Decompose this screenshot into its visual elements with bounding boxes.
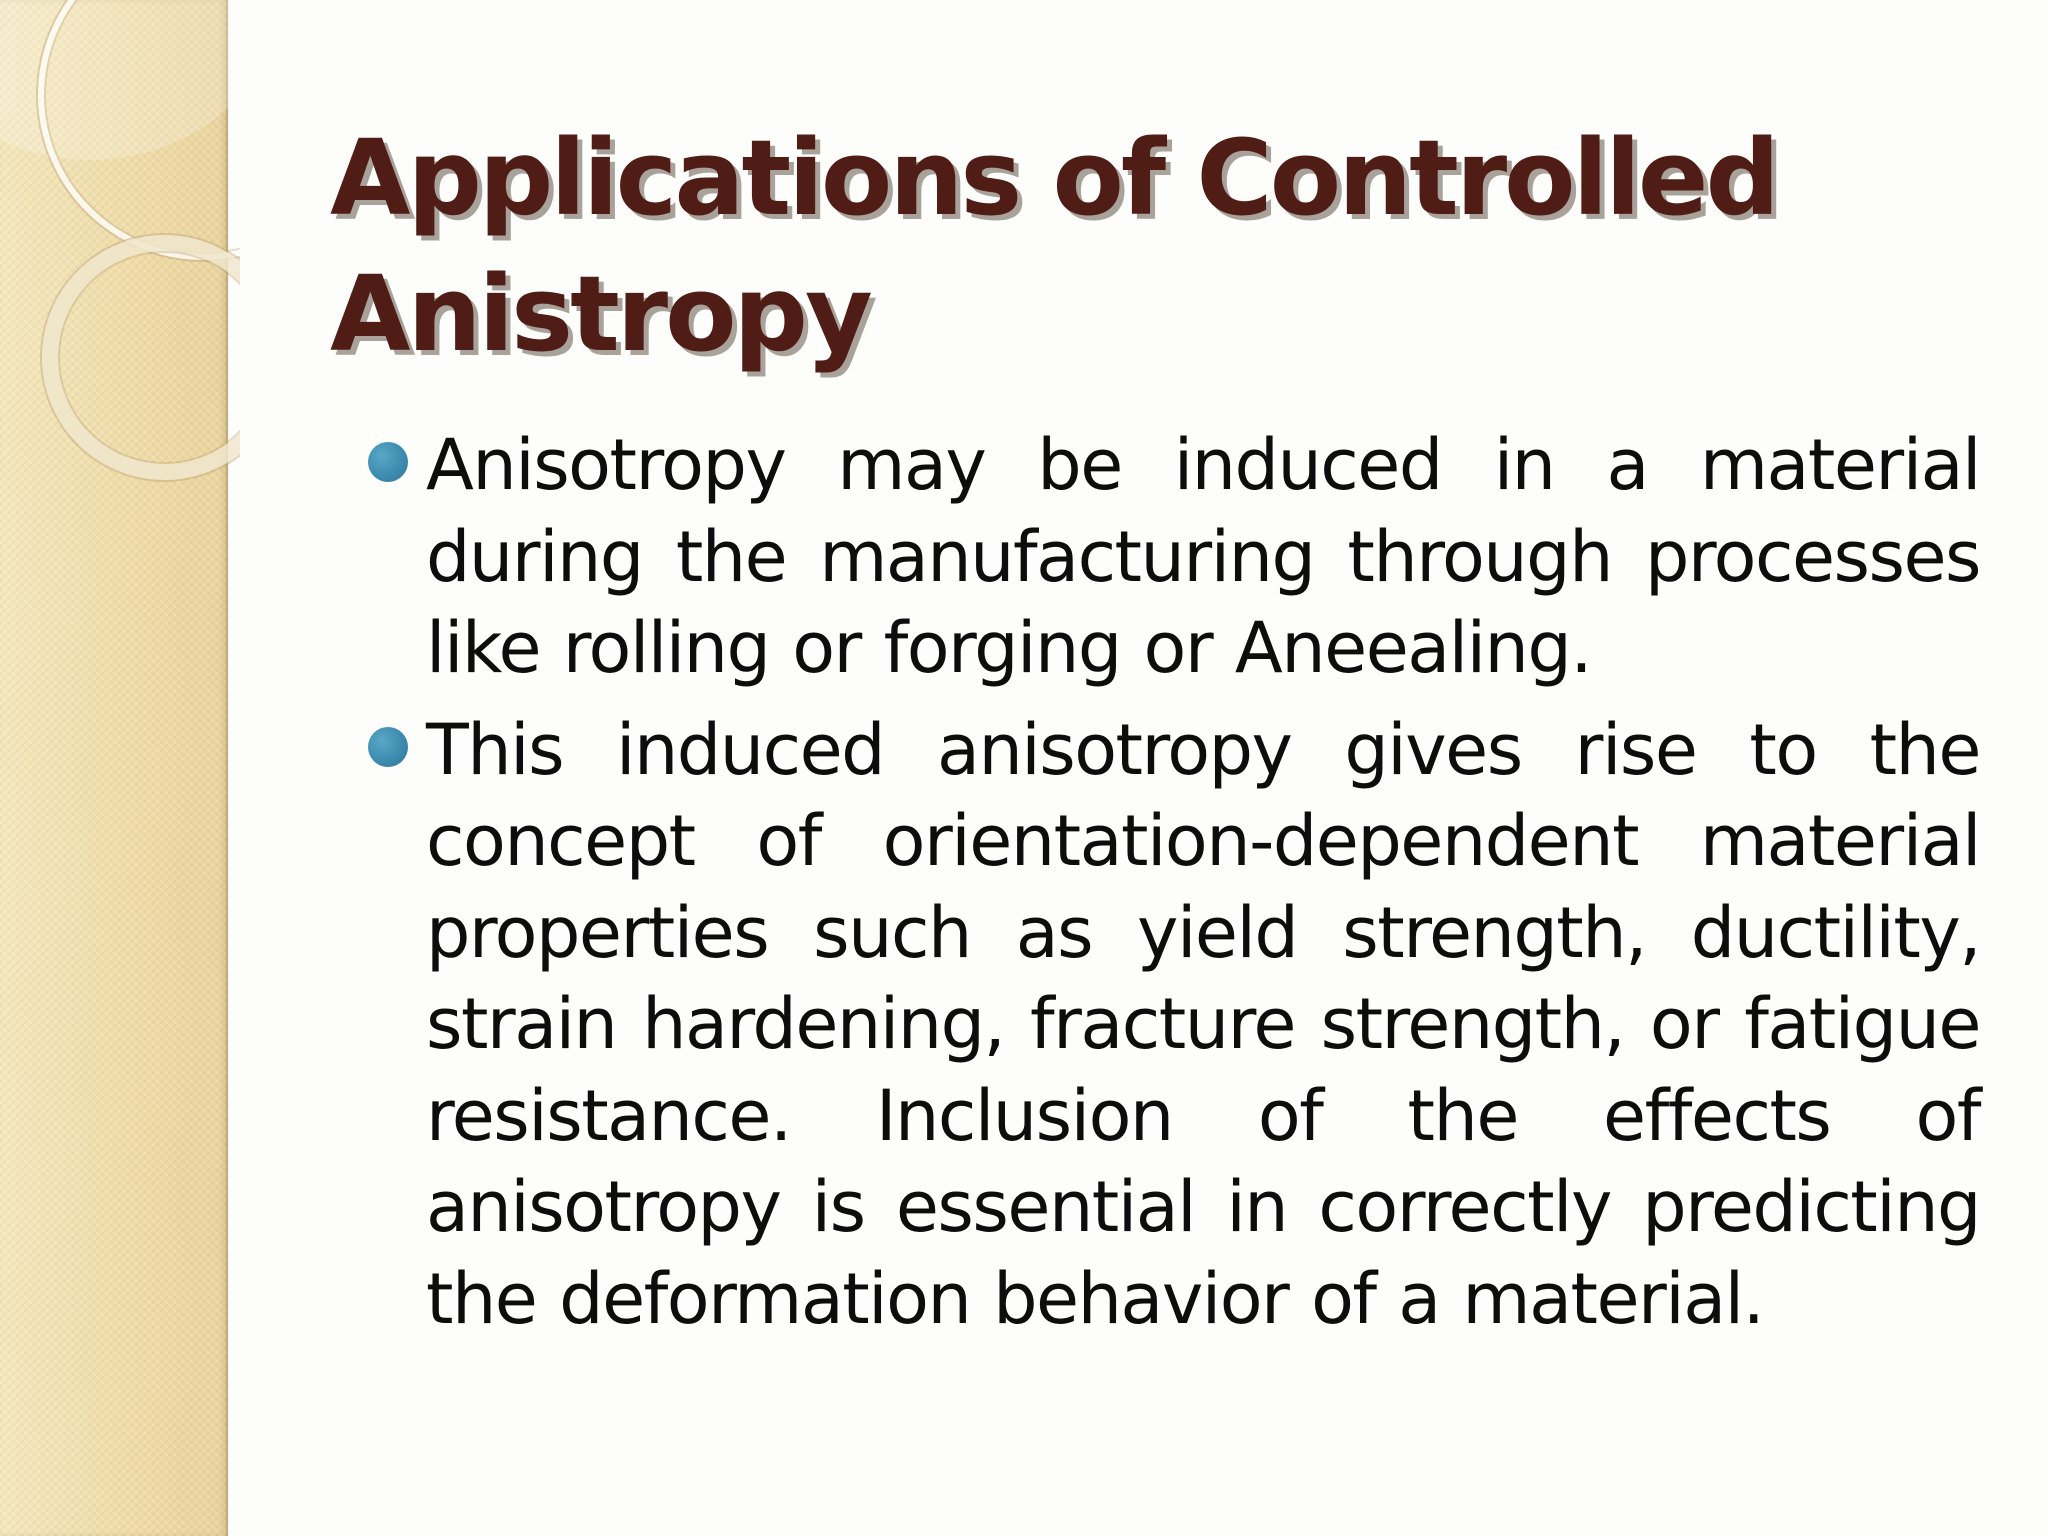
- bullet-icon: [368, 727, 408, 767]
- bullet-item: [368, 705, 1980, 1346]
- ring-large-icon: [38, 0, 240, 260]
- ring-small-icon: [42, 235, 240, 480]
- slide-title: Applications of Controlled Anistropy: [330, 117, 1777, 375]
- bullet-text: Anisotropy may be induced in a material during the manufacturing through processes like rolling or forging or Aneealing.: [426, 424, 1980, 689]
- bullet-list: [368, 420, 1980, 1355]
- decorative-rings: [0, 0, 240, 520]
- bullet-text: This induced anisotropy gives rise to the concept of orientation-dependent material properties such as yield strength, ductility, strain hardening, fracture strength, or fatigue resistance. Inclusion of the effects of anisotropy is essential in correctly predicting the deformation behavior of a material.: [426, 708, 1980, 1340]
- bullet-icon: [368, 442, 408, 482]
- bullet-item: [368, 420, 1980, 695]
